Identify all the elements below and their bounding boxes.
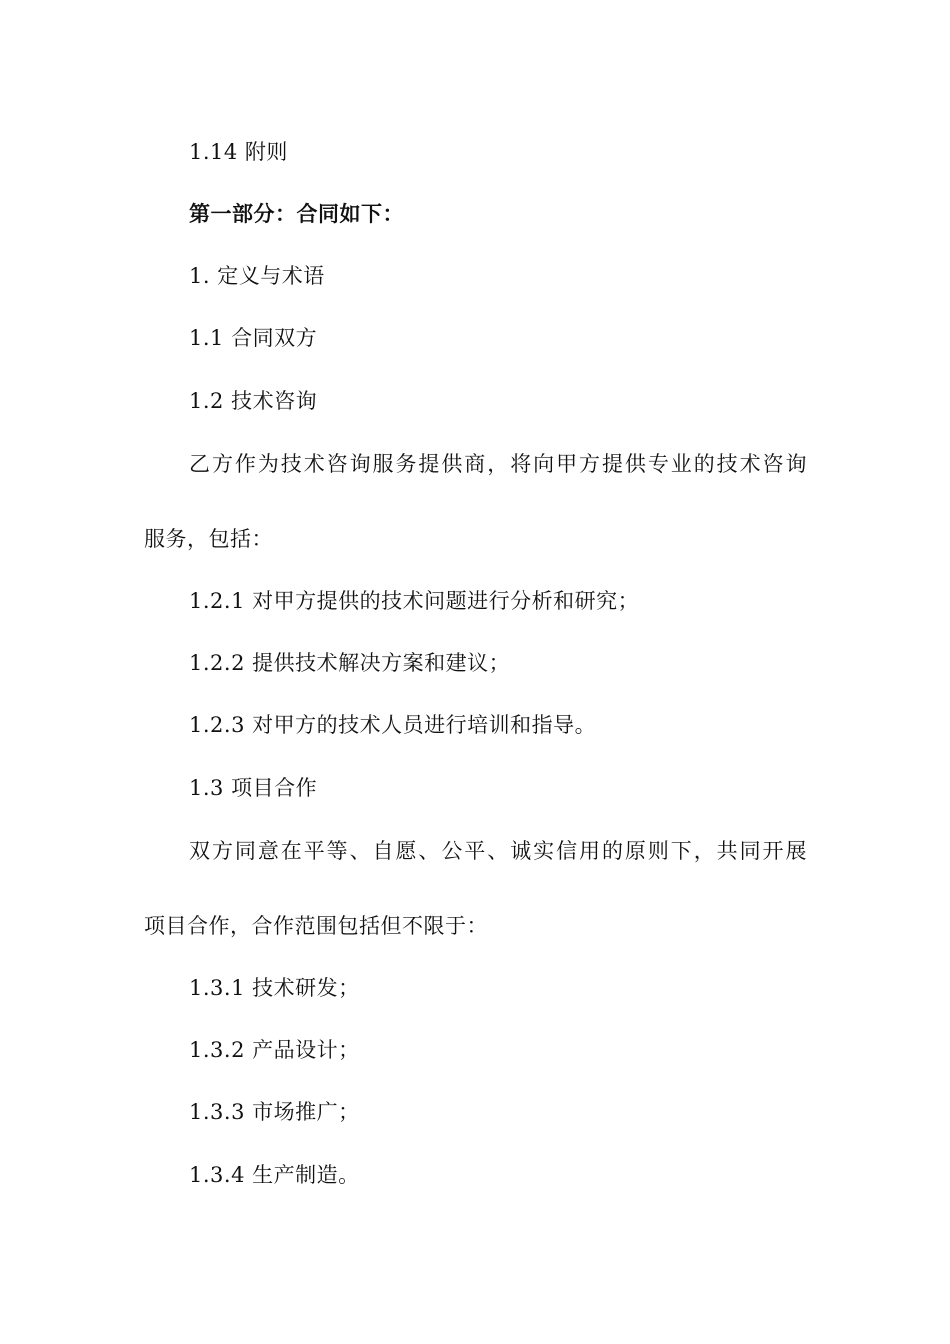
paragraph-consulting-line-2: 服务，包括： [144, 527, 273, 551]
paragraph-consulting-line-1: 乙方作为技术咨询服务提供商，将向甲方提供专业的技术咨询 [189, 452, 807, 476]
clause-1-3-3: 1.3.3 市场推广； [189, 1100, 360, 1124]
paragraph-cooperation-line-2: 项目合作，合作范围包括但不限于： [144, 914, 488, 938]
clause-1-2-2: 1.2.2 提供技术解决方案和建议； [189, 651, 511, 675]
clause-1-1-heading: 1.1 合同双方 [189, 326, 318, 350]
part-one-heading: 第一部分：合同如下： [189, 202, 404, 226]
paragraph-cooperation-line-1: 双方同意在平等、自愿、公平、诚实信用的原则下，共同开展 [189, 839, 807, 863]
clause-1-3-2: 1.3.2 产品设计； [189, 1038, 360, 1062]
section-1-heading: 1. 定义与术语 [189, 264, 325, 288]
clause-1-2-1: 1.2.1 对甲方提供的技术问题进行分析和研究； [189, 589, 640, 613]
clause-1-2-heading: 1.2 技术咨询 [189, 389, 318, 413]
clause-1-14-heading: 1.14 附则 [189, 140, 288, 164]
clause-1-2-3: 1.2.3 对甲方的技术人员进行培训和指导。 [189, 713, 597, 737]
clause-1-3-heading: 1.3 项目合作 [189, 776, 318, 800]
clause-1-3-4: 1.3.4 生产制造。 [189, 1163, 360, 1187]
clause-1-3-1: 1.3.1 技术研发； [189, 976, 360, 1000]
